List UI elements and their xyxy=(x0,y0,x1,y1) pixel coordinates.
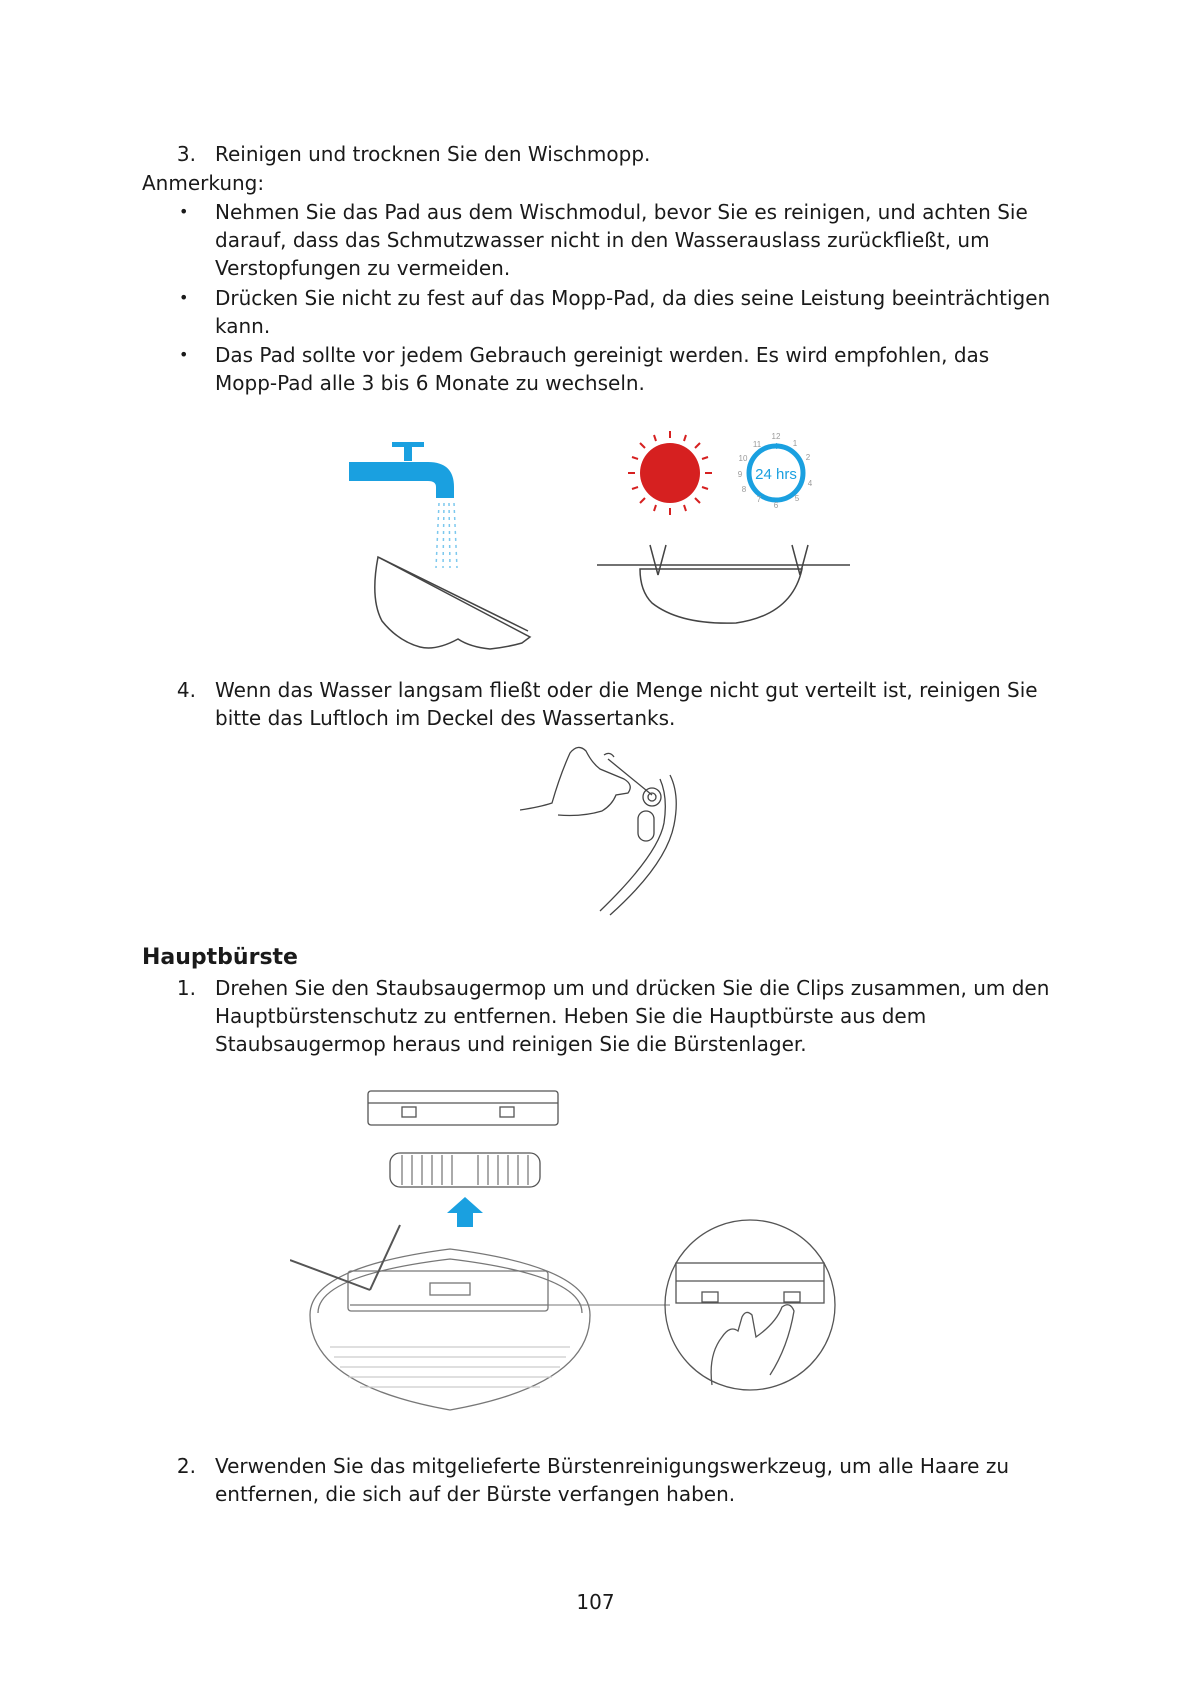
clock-number: 1 xyxy=(792,439,798,448)
step-text: bitte das Luftloch im Deckel des Wassertanks. xyxy=(215,706,676,730)
arrow-up-icon xyxy=(447,1197,483,1227)
clock-number: 7 xyxy=(756,495,762,504)
bullet-glyph: • xyxy=(179,288,189,307)
step-text: Staubsaugermop heraus und reinigen Sie die Bürstenlager. xyxy=(215,1032,807,1056)
clip-detail-zoom-icon xyxy=(665,1220,835,1390)
step-text: entfernen, die sich auf der Bürste verfangen haben. xyxy=(215,1482,736,1506)
bullet-line: Verstopfungen zu vermeiden. xyxy=(215,256,511,280)
bullet-line: kann. xyxy=(215,314,271,338)
bullet-line: Drücken Sie nicht zu fest auf das Mopp-Pad, da dies seine Leistung beeinträchtigen xyxy=(215,286,1051,310)
note-label: Anmerkung: xyxy=(142,171,265,195)
drying-line-icon xyxy=(597,545,850,623)
section-title: Hauptbürste xyxy=(142,945,298,970)
main-brush-removal-figure xyxy=(290,1085,910,1435)
clock-24hrs-icon xyxy=(738,432,813,510)
clock-number: 11 xyxy=(752,440,762,449)
clock-number: 4 xyxy=(807,479,813,488)
sun-icon xyxy=(628,431,712,515)
step-text: Hauptbürstenschutz zu entfernen. Heben Sie die Hauptbürste aus dem xyxy=(215,1004,927,1028)
clock-number: 10 xyxy=(738,454,748,463)
air-hole-cleaning-figure xyxy=(520,735,700,925)
water-tap-icon xyxy=(349,442,454,498)
hand-with-needle-icon xyxy=(520,747,652,815)
bullet-glyph: • xyxy=(179,202,189,221)
main-brush-icon xyxy=(390,1153,540,1187)
step-number: 2. xyxy=(176,1454,196,1478)
water-tank-lid-icon xyxy=(600,775,676,915)
water-stream-icon xyxy=(436,503,457,568)
robot-underside-icon xyxy=(310,1249,590,1410)
side-brush-icon xyxy=(290,1225,400,1290)
step-text: Reinigen und trocknen Sie den Wischmopp. xyxy=(215,142,651,166)
page-number: 107 xyxy=(576,1590,615,1614)
step-text: Wenn das Wasser langsam fließt oder die Menge nicht gut verteilt ist, reinigen Sie xyxy=(215,678,1038,702)
clock-number: 2 xyxy=(805,453,811,462)
mop-pad-icon xyxy=(375,557,530,649)
bullet-line: Mopp-Pad alle 3 bis 6 Monate zu wechseln. xyxy=(215,371,645,395)
step-text: Drehen Sie den Staubsaugermop um und drücken Sie die Clips zusammen, um den xyxy=(215,976,1050,1000)
clock-number: 5 xyxy=(794,494,800,503)
clock-number: 8 xyxy=(741,485,747,494)
step-number: 3. xyxy=(176,142,196,166)
bullet-glyph: • xyxy=(179,345,189,364)
step-number: 4. xyxy=(176,678,196,702)
step-text: Verwenden Sie das mitgelieferte Bürstenreinigungswerkzeug, um alle Haare zu xyxy=(215,1454,1010,1478)
bullet-line: darauf, dass das Schmutzwasser nicht in den Wasserauslass zurückfließt, um xyxy=(215,228,990,252)
clock-number: 9 xyxy=(737,470,743,479)
pad-cleaning-figure xyxy=(340,425,860,655)
clock-label: 24 hrs xyxy=(755,466,797,483)
step-number: 1. xyxy=(176,976,196,1000)
brush-guard-icon xyxy=(368,1091,558,1125)
clock-number: 6 xyxy=(773,501,779,510)
bullet-line: Nehmen Sie das Pad aus dem Wischmodul, bevor Sie es reinigen, und achten Sie xyxy=(215,200,1028,224)
clock-number: 12 xyxy=(771,432,781,441)
bullet-line: Das Pad sollte vor jedem Gebrauch gereinigt werden. Es wird empfohlen, das xyxy=(215,343,990,367)
